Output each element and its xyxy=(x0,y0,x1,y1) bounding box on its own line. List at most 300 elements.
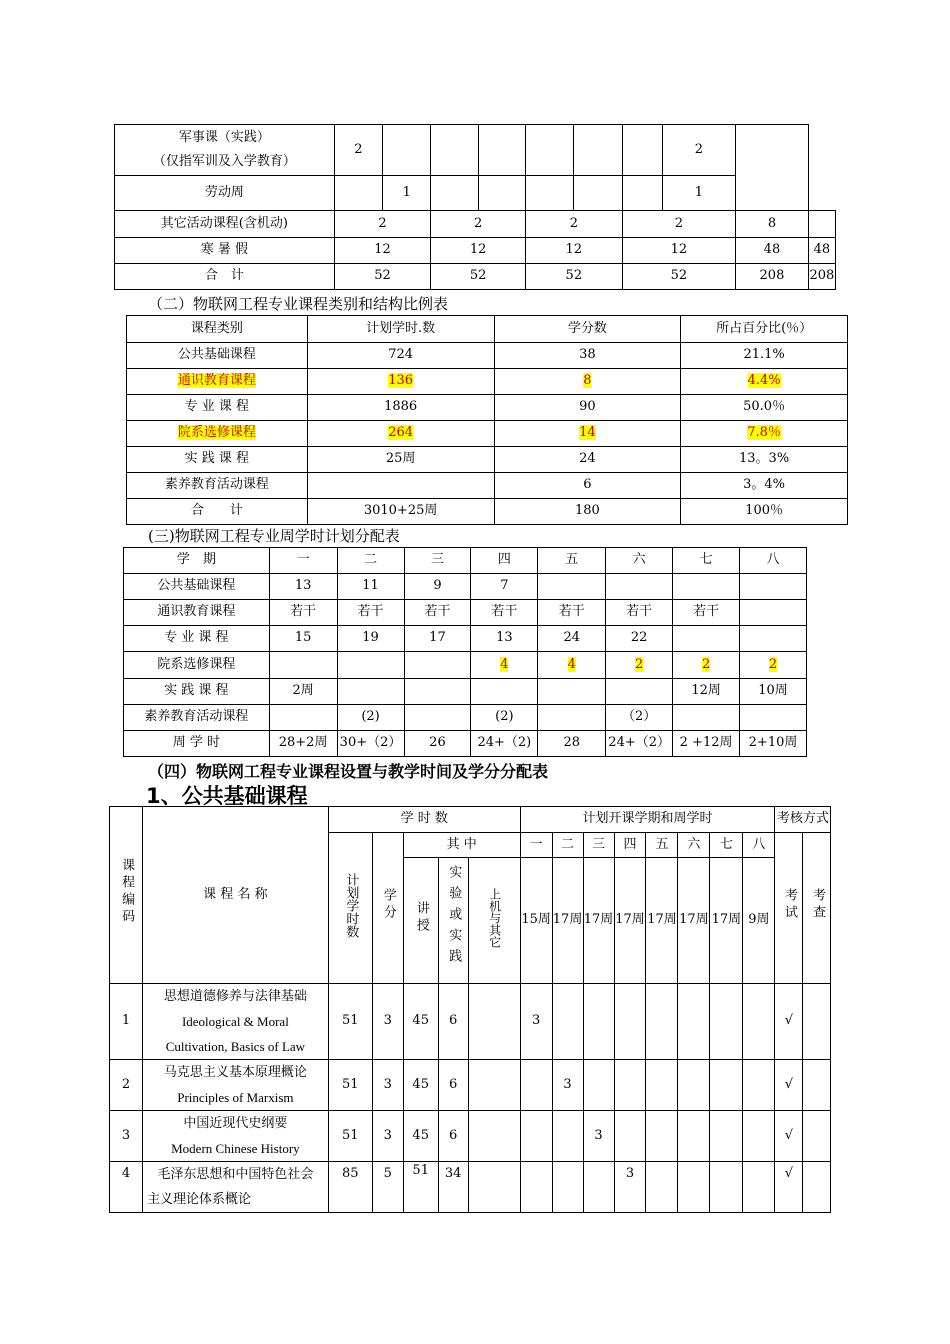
column-header: 学 期 xyxy=(124,548,270,574)
table-cell xyxy=(552,984,583,1060)
column-header xyxy=(403,858,438,984)
table-cell: 实 践 课 程 xyxy=(124,679,270,705)
table-cell xyxy=(803,1111,831,1162)
table-cell: 8 xyxy=(736,211,809,238)
table-cell: 85 xyxy=(328,1162,372,1213)
table-cell: 3 xyxy=(552,1060,583,1111)
table-cell: 52 xyxy=(431,264,526,290)
table-cell: 若干 xyxy=(404,600,471,626)
column-header: 六 xyxy=(606,548,673,574)
table-cell xyxy=(678,1111,710,1162)
table-cell: 21.1% xyxy=(681,343,848,369)
table-cell: 专 业 课 程 xyxy=(127,395,308,421)
table-cell xyxy=(552,1111,583,1162)
table-cell: 51 xyxy=(328,1111,372,1162)
table-row xyxy=(115,264,836,290)
term-header: 三 xyxy=(583,833,614,858)
table-cell: 6 xyxy=(494,473,681,499)
table-cell xyxy=(681,369,848,395)
table-cell: 1 xyxy=(662,176,736,211)
table-cell xyxy=(538,652,606,679)
table-cell xyxy=(678,984,710,1060)
table-cell: 6 xyxy=(438,984,468,1060)
table-row xyxy=(124,600,807,626)
table-cell: 22 xyxy=(606,626,673,652)
table-cell xyxy=(740,626,807,652)
course-name-line: Modern Chinese History xyxy=(171,1141,300,1156)
table-row xyxy=(110,984,841,1060)
table-cell: 通识教育课程 xyxy=(124,600,270,626)
table-cell: 17 xyxy=(404,626,471,652)
term-header: 四 xyxy=(614,833,646,858)
table-cell xyxy=(468,1162,520,1213)
table-cell: 3。4% xyxy=(681,473,848,499)
highlighted-text: 264 xyxy=(388,425,414,441)
table-cell: 若干 xyxy=(606,600,673,626)
table-cell xyxy=(803,984,831,1060)
table-row xyxy=(127,343,848,369)
table-row xyxy=(124,574,807,600)
table-cell: 28+2周 xyxy=(269,731,337,757)
table-cell xyxy=(736,125,809,211)
term-header: 二 xyxy=(552,833,583,858)
table-row xyxy=(127,447,848,473)
table-header-row xyxy=(110,807,841,833)
table-cell: 45 xyxy=(403,1060,438,1111)
table-header-row xyxy=(127,316,848,343)
column-header xyxy=(803,833,831,984)
table-row xyxy=(127,499,848,525)
table-row xyxy=(127,473,848,499)
course-name-line: Ideological & Moral xyxy=(181,1014,289,1029)
week-header xyxy=(520,858,552,984)
table-cell xyxy=(583,984,614,1060)
table-cell xyxy=(269,705,337,731)
table-cell: √ xyxy=(775,1060,803,1111)
week-header xyxy=(552,858,583,984)
table-row xyxy=(110,1111,841,1162)
spacer-cell xyxy=(831,1162,840,1213)
table-cell xyxy=(478,176,525,211)
highlighted-text: 院系选修课程 xyxy=(177,425,256,441)
row-label: 其它活动课程(含机动) xyxy=(115,211,335,238)
table-row xyxy=(127,421,848,447)
table-cell: 100％ xyxy=(681,499,848,525)
weeks-label: 15周 xyxy=(521,912,551,928)
table-cell xyxy=(740,652,807,679)
table-cell xyxy=(606,679,673,705)
highlighted-text: 8 xyxy=(583,373,592,389)
table-cell: 25周 xyxy=(307,447,494,473)
header-code: 课程编码 xyxy=(119,858,135,927)
table-cell: 26 xyxy=(404,731,471,757)
table-cell: 208 xyxy=(736,264,809,290)
table-cell: 34 xyxy=(438,1162,468,1213)
table-cell: 52 xyxy=(622,264,736,290)
table-cell xyxy=(710,1162,743,1213)
label-line: 军事课（实践） xyxy=(178,130,270,145)
table-cell xyxy=(622,176,662,211)
table-cell xyxy=(803,1162,831,1213)
table-cell xyxy=(494,369,681,395)
table-cell xyxy=(383,125,431,176)
table-cell: 24+（2) xyxy=(471,731,538,757)
table-cell xyxy=(673,652,740,679)
table-cell: (2) xyxy=(337,705,404,731)
table-cell: √ xyxy=(775,1111,803,1162)
course-code: 3 xyxy=(110,1111,143,1162)
table-cell xyxy=(478,125,525,176)
table-cell xyxy=(710,984,743,1060)
public-basic-courses-table xyxy=(109,806,840,1213)
highlighted-text: 4 xyxy=(567,656,576,672)
highlighted-text: 2 xyxy=(635,656,644,672)
table-cell: 2周 xyxy=(269,679,337,705)
header-credit: 学分 xyxy=(380,888,396,923)
table-cell xyxy=(710,1111,743,1162)
table-cell xyxy=(740,574,807,600)
table-cell: 19 xyxy=(337,626,404,652)
course-name-line: 毛泽东思想和中国特色社会 xyxy=(157,1167,314,1182)
table-cell xyxy=(606,574,673,600)
table-row xyxy=(115,125,836,176)
course-name-line: 思想道德修养与法律基础 xyxy=(163,989,307,1004)
table-cell xyxy=(334,176,382,211)
table-cell: 3 xyxy=(372,1060,403,1111)
course-code: 2 xyxy=(110,1060,143,1111)
table-cell xyxy=(307,369,494,395)
course-name xyxy=(142,984,328,1060)
table-cell: 6 xyxy=(438,1111,468,1162)
table-cell: 24+（2） xyxy=(606,731,673,757)
column-header: 考核方式 xyxy=(775,807,831,833)
table-cell xyxy=(743,1111,775,1162)
table-cell xyxy=(743,1060,775,1111)
table-cell: 5 xyxy=(372,1162,403,1213)
week-header xyxy=(743,858,775,984)
table-row xyxy=(110,1162,841,1213)
weeks-label: 17周 xyxy=(711,912,742,928)
table-cell xyxy=(740,705,807,731)
table-row xyxy=(124,652,807,679)
table-cell: 若干 xyxy=(471,600,538,626)
table-cell: 2 xyxy=(525,211,622,238)
table-cell xyxy=(468,1060,520,1111)
term-header: 六 xyxy=(678,833,710,858)
row-label: 寒 暑 假 xyxy=(115,238,335,264)
course-name xyxy=(142,1162,328,1213)
table-cell xyxy=(307,473,494,499)
column-header xyxy=(468,858,520,984)
table-cell xyxy=(646,1162,678,1213)
table-cell xyxy=(614,984,646,1060)
table-cell xyxy=(673,626,740,652)
table-row xyxy=(115,211,836,238)
column-header: 五 xyxy=(538,548,606,574)
table-cell: 51 xyxy=(403,1162,438,1213)
spacer-cell xyxy=(831,1111,840,1162)
table-cell: 3 xyxy=(372,1111,403,1162)
spacer-cell xyxy=(831,984,840,1060)
table-cell: 208 xyxy=(808,264,835,290)
highlighted-text: 4 xyxy=(500,656,509,672)
column-header: 计划学时.数 xyxy=(307,316,494,343)
table-cell xyxy=(520,1111,552,1162)
course-name xyxy=(142,1060,328,1111)
table-cell xyxy=(614,1060,646,1111)
table-cell: 若干 xyxy=(269,600,337,626)
table-cell: 院系选修课程 xyxy=(124,652,270,679)
course-name-line: 马克思主义基本原理概论 xyxy=(163,1065,307,1080)
week-header xyxy=(583,858,614,984)
table-cell: 6 xyxy=(438,1060,468,1111)
weeks-label: 17周 xyxy=(679,912,709,928)
table-cell xyxy=(673,705,740,731)
table-cell xyxy=(808,211,835,238)
table-cell: 11 xyxy=(337,574,404,600)
spacer-cell xyxy=(808,125,835,211)
course-code: 1 xyxy=(110,984,143,1060)
table-cell: 3 xyxy=(520,984,552,1060)
table-cell xyxy=(127,421,308,447)
week-header xyxy=(710,858,743,984)
spacer-cell xyxy=(831,833,840,984)
table-cell: 3010+25周 xyxy=(307,499,494,525)
table-cell: 3 xyxy=(372,984,403,1060)
weeks-label: 17周 xyxy=(647,912,677,928)
column-header: 二 xyxy=(337,548,404,574)
table-cell: 51 xyxy=(328,1060,372,1111)
table-row xyxy=(124,679,807,705)
highlighted-text: 2 xyxy=(768,656,778,672)
highlighted-text: 4.4% xyxy=(747,373,781,389)
section-caption: （二）物联网工程专业课程类别和结构比例表 xyxy=(148,295,449,313)
table-cell: 24 xyxy=(538,626,606,652)
column-header xyxy=(328,833,372,984)
column-header: 四 xyxy=(471,548,538,574)
column-header: 计划开课学期和周学时 xyxy=(520,807,775,833)
table-cell xyxy=(431,125,478,176)
header-lab: 实验或实践 xyxy=(446,865,462,971)
table-cell: 实 践 课 程 xyxy=(127,447,308,473)
header-check: 考查 xyxy=(809,888,825,923)
table-cell xyxy=(520,1162,552,1213)
table-cell xyxy=(471,679,538,705)
table-cell: 52 xyxy=(334,264,431,290)
table-cell: 12周 xyxy=(673,679,740,705)
table-cell: 素养教育活动课程 xyxy=(127,473,308,499)
table-cell xyxy=(646,984,678,1060)
table-cell xyxy=(574,125,622,176)
row-label: 劳动周 xyxy=(115,176,335,211)
highlighted-text: 通识教育课程 xyxy=(177,373,256,389)
table-cell: 合 计 xyxy=(127,499,308,525)
table-cell: 180 xyxy=(494,499,681,525)
table-cell xyxy=(337,652,404,679)
table-cell: 48 xyxy=(808,238,835,264)
table-cell xyxy=(552,1162,583,1213)
table-cell: 50.0％ xyxy=(681,395,848,421)
table-cell: 10周 xyxy=(740,679,807,705)
table-cell: 2 +12周 xyxy=(673,731,740,757)
table-cell xyxy=(646,1111,678,1162)
table-cell xyxy=(525,125,573,176)
table-row xyxy=(127,369,848,395)
header-exam: 考试 xyxy=(781,888,797,923)
section-caption: （四）物联网工程专业课程设置与教学时间及学分分配表 xyxy=(148,762,549,781)
header-other: 上机与其它 xyxy=(487,887,502,948)
table-cell: 12 xyxy=(334,238,431,264)
table-cell: 48 xyxy=(736,238,809,264)
table-cell: 2 xyxy=(662,125,736,176)
table-cell xyxy=(673,574,740,600)
table-continuation xyxy=(114,124,836,290)
course-name xyxy=(142,1111,328,1162)
table-cell: 724 xyxy=(307,343,494,369)
spacer-cell xyxy=(831,1060,840,1111)
table-cell: 7 xyxy=(471,574,538,600)
table-cell xyxy=(468,984,520,1060)
table-cell: 专 业 课 程 xyxy=(124,626,270,652)
row-label xyxy=(115,125,335,176)
weekly-hours-table xyxy=(123,547,807,757)
table-row xyxy=(115,176,836,211)
table-cell xyxy=(743,1162,775,1213)
table-cell xyxy=(614,1111,646,1162)
course-name-line: 中国近现代史纲要 xyxy=(183,1116,288,1131)
table-row xyxy=(110,1060,841,1111)
table-cell: 13。3% xyxy=(681,447,848,473)
highlighted-text: 136 xyxy=(388,373,414,389)
column-header xyxy=(110,807,143,984)
table-cell: 2 xyxy=(334,211,431,238)
column-header: 其 中 xyxy=(403,833,520,858)
weeks-label: 17周 xyxy=(615,912,645,928)
table-row xyxy=(127,395,848,421)
table-cell xyxy=(269,652,337,679)
table-cell xyxy=(710,1060,743,1111)
table-cell: 3 xyxy=(614,1162,646,1213)
table-cell xyxy=(583,1060,614,1111)
table-cell: 38 xyxy=(494,343,681,369)
table-cell xyxy=(538,705,606,731)
highlighted-text: 14 xyxy=(579,425,596,441)
table-cell xyxy=(525,176,573,211)
table-row xyxy=(124,705,807,731)
table-cell xyxy=(468,1111,520,1162)
table-cell: 30+（2） xyxy=(337,731,404,757)
table-cell xyxy=(681,421,848,447)
column-header xyxy=(142,807,328,984)
section-subtitle: 1、公共基础课程 xyxy=(146,784,308,808)
table-cell: 13 xyxy=(471,626,538,652)
table-cell: 素养教育活动课程 xyxy=(124,705,270,731)
table-cell xyxy=(431,176,478,211)
table-cell: 公共基础课程 xyxy=(124,574,270,600)
table-cell xyxy=(583,1162,614,1213)
table-cell xyxy=(494,421,681,447)
table-cell xyxy=(678,1060,710,1111)
course-name-line: Principles of Marxism xyxy=(177,1090,294,1105)
highlighted-text: 7.8％ xyxy=(747,425,781,441)
term-header: 八 xyxy=(743,833,775,858)
table-cell xyxy=(574,176,622,211)
table-cell xyxy=(404,652,471,679)
table-cell xyxy=(678,1162,710,1213)
column-header: 课程类别 xyxy=(127,316,308,343)
table-cell: 52 xyxy=(525,264,622,290)
table-cell xyxy=(538,574,606,600)
table-cell: 若干 xyxy=(673,600,740,626)
table-cell xyxy=(307,421,494,447)
table-cell: 12 xyxy=(431,238,526,264)
column-header: 八 xyxy=(740,548,807,574)
table-row xyxy=(115,238,836,264)
table-cell: 周 学 时 xyxy=(124,731,270,757)
column-header: 学 时 数 xyxy=(328,807,520,833)
course-name-line: 主义理论体系概论 xyxy=(146,1192,251,1207)
term-header: 五 xyxy=(646,833,678,858)
table-cell: √ xyxy=(775,984,803,1060)
table-cell xyxy=(646,1060,678,1111)
section-caption: (三)物联网工程专业周学时计划分配表 xyxy=(148,527,400,545)
table-header-row xyxy=(124,548,807,574)
header-lecture: 讲授 xyxy=(413,900,429,935)
week-header xyxy=(678,858,710,984)
table-cell xyxy=(520,1060,552,1111)
spacer-cell xyxy=(831,807,840,833)
table-cell: 28 xyxy=(538,731,606,757)
table-cell xyxy=(740,600,807,626)
term-header: 一 xyxy=(520,833,552,858)
column-header: 所占百分比(％） xyxy=(681,316,848,343)
header-total-hours: 计划学时数 xyxy=(343,872,359,938)
table-cell: 若干 xyxy=(337,600,404,626)
table-cell: 51 xyxy=(328,984,372,1060)
table-cell: 若干 xyxy=(538,600,606,626)
weeks-label: 9周 xyxy=(748,912,770,928)
table-cell: 45 xyxy=(403,984,438,1060)
table-cell: 1886 xyxy=(307,395,494,421)
table-cell xyxy=(404,679,471,705)
table-cell: 45 xyxy=(403,1111,438,1162)
week-header xyxy=(646,858,678,984)
column-header: 一 xyxy=(269,548,337,574)
term-header: 七 xyxy=(710,833,743,858)
table-cell: 13 xyxy=(269,574,337,600)
table-row xyxy=(124,626,807,652)
table-cell xyxy=(803,1060,831,1111)
table-row xyxy=(124,731,807,757)
column-header: 学分数 xyxy=(494,316,681,343)
table-cell xyxy=(127,369,308,395)
table-cell xyxy=(743,984,775,1060)
header-name: 课 程 名 称 xyxy=(203,886,268,902)
week-header xyxy=(614,858,646,984)
column-header xyxy=(372,833,403,984)
column-header: 七 xyxy=(673,548,740,574)
table-cell: 2 xyxy=(622,211,736,238)
table-cell: （2） xyxy=(606,705,673,731)
column-header: 三 xyxy=(404,548,471,574)
table-cell xyxy=(622,125,662,176)
row-label: 合 计 xyxy=(115,264,335,290)
table-cell xyxy=(471,652,538,679)
column-header xyxy=(438,858,468,984)
table-cell xyxy=(538,679,606,705)
table-cell xyxy=(337,679,404,705)
course-category-table xyxy=(126,315,848,525)
